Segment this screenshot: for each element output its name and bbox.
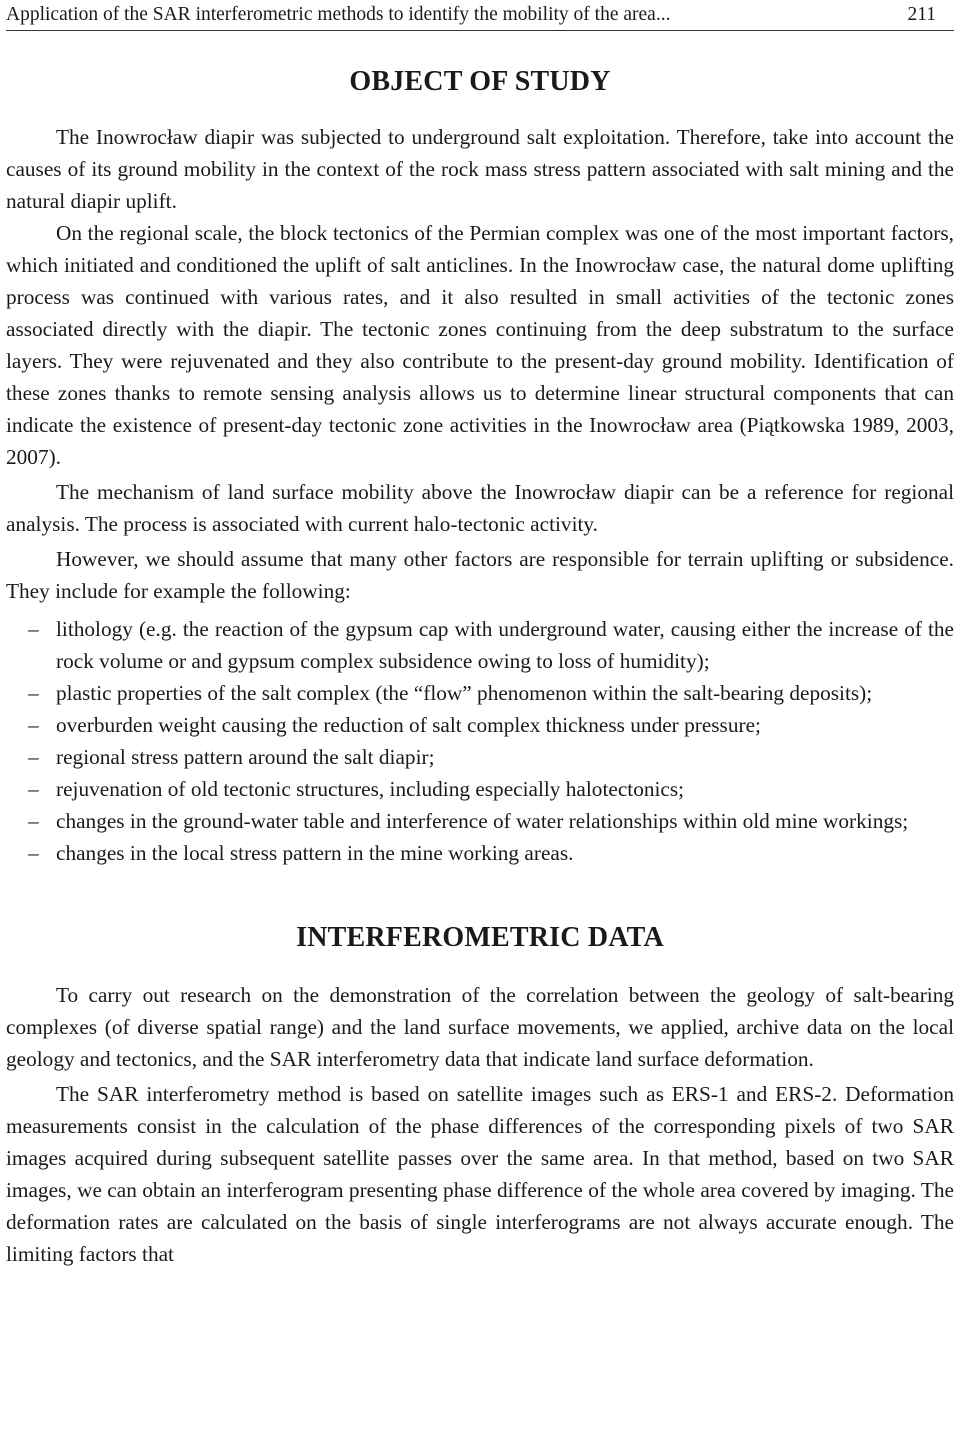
list-item [6,741,954,773]
list-item [6,709,954,741]
section-heading: OBJECT OF STUDY [349,66,611,97]
list-dash: – [28,713,39,737]
paragraph: The Inowrocław diapir was subjected to underground salt exploitation. Therefore, take into account the causes of its ground mobility in the context of the rock mass stress pattern associated with salt mining and the natural diapir uplift. [6,125,954,213]
list-dash: – [28,841,39,865]
running-title: Application of the SAR interferometric methods to identify the mobility of the area... [6,4,671,25]
list-item-text: regional stress pattern around the salt diapir; [56,745,435,769]
list-item [6,613,954,677]
list-item [6,837,954,869]
list-item-text: lithology (e.g. the reaction of the gypsum cap with underground water, causing either the increase of the rock volume or and gypsum complex subsidence owing to loss of humidity); [56,617,954,673]
paragraph: On the regional scale, the block tectonics of the Permian complex was one of the most important factors, which initiated and conditioned the uplift of salt anticlines. In the Inowrocław case, the natural dome uplifting process was continued with various rates, and it also resulted in small activities of the tectonic zones associated directly with the diapir. The tectonic zones continuing from the deep substratum to the surface layers. They were rejuvenated and they also contribute to the present-day ground mobility. Identification of these zones thanks to remote sensing analysis allows us to determine linear structural components that can indicate the existence of present-day tectonic zone activities in the Inowrocław area (Piątkowska 1989, 2003, 2007). [6,221,954,469]
section-object-of-study [6,65,954,869]
document-page [6,0,954,1270]
list-dash: – [28,681,39,705]
list-item [6,805,954,837]
running-header [6,0,954,31]
list-dash: – [28,745,39,769]
paragraph: However, we should assume that many other factors are responsible for terrain uplifting or subsidence. They include for example the following: [6,547,954,603]
section-interferometric-data [6,921,954,1270]
page-number: 211 [907,4,936,25]
list-item-text: changes in the ground-water table and interference of water relationships within old mine workings; [56,809,909,833]
list-item [6,677,954,709]
list-dash: – [28,809,39,833]
list-item-text: overburden weight causing the reduction of salt complex thickness under pressure; [56,713,761,737]
factors-list [6,613,954,869]
list-item [6,773,954,805]
list-dash: – [28,777,39,801]
paragraph: The mechanism of land surface mobility above the Inowrocław diapir can be a reference for regional analysis. The process is associated with current halo-tectonic activity. [6,480,954,536]
list-item-text: rejuvenation of old tectonic structures, including especially halotectonics; [56,777,685,801]
section-heading: INTERFEROMETRIC DATA [296,922,664,953]
list-item-text: changes in the local stress pattern in the mine working areas. [56,841,574,865]
list-dash: – [28,617,39,641]
list-item-text: plastic properties of the salt complex (the “flow” phenomenon within the salt-bearing deposits); [56,681,873,705]
paragraph: To carry out research on the demonstration of the correlation between the geology of salt-bearing complexes (of diverse spatial range) and the land surface movements, we applied, archive data on the local geology and tectonics, and the SAR interferometry data that indicate land surface deformation. [6,983,954,1071]
paragraph: The SAR interferometry method is based on satellite images such as ERS-1 and ERS-2. Deformation measurements consist in the calculation of the phase differences of the corresponding pixels of two SAR images acquired during subsequent satellite passes over the same area. In that method, based on two SAR images, we can obtain an interferogram presenting phase difference of the whole area covered by imaging. The deformation rates are calculated on the basis of single interferograms are not always accurate enough. The limiting factors that [6,1082,954,1266]
